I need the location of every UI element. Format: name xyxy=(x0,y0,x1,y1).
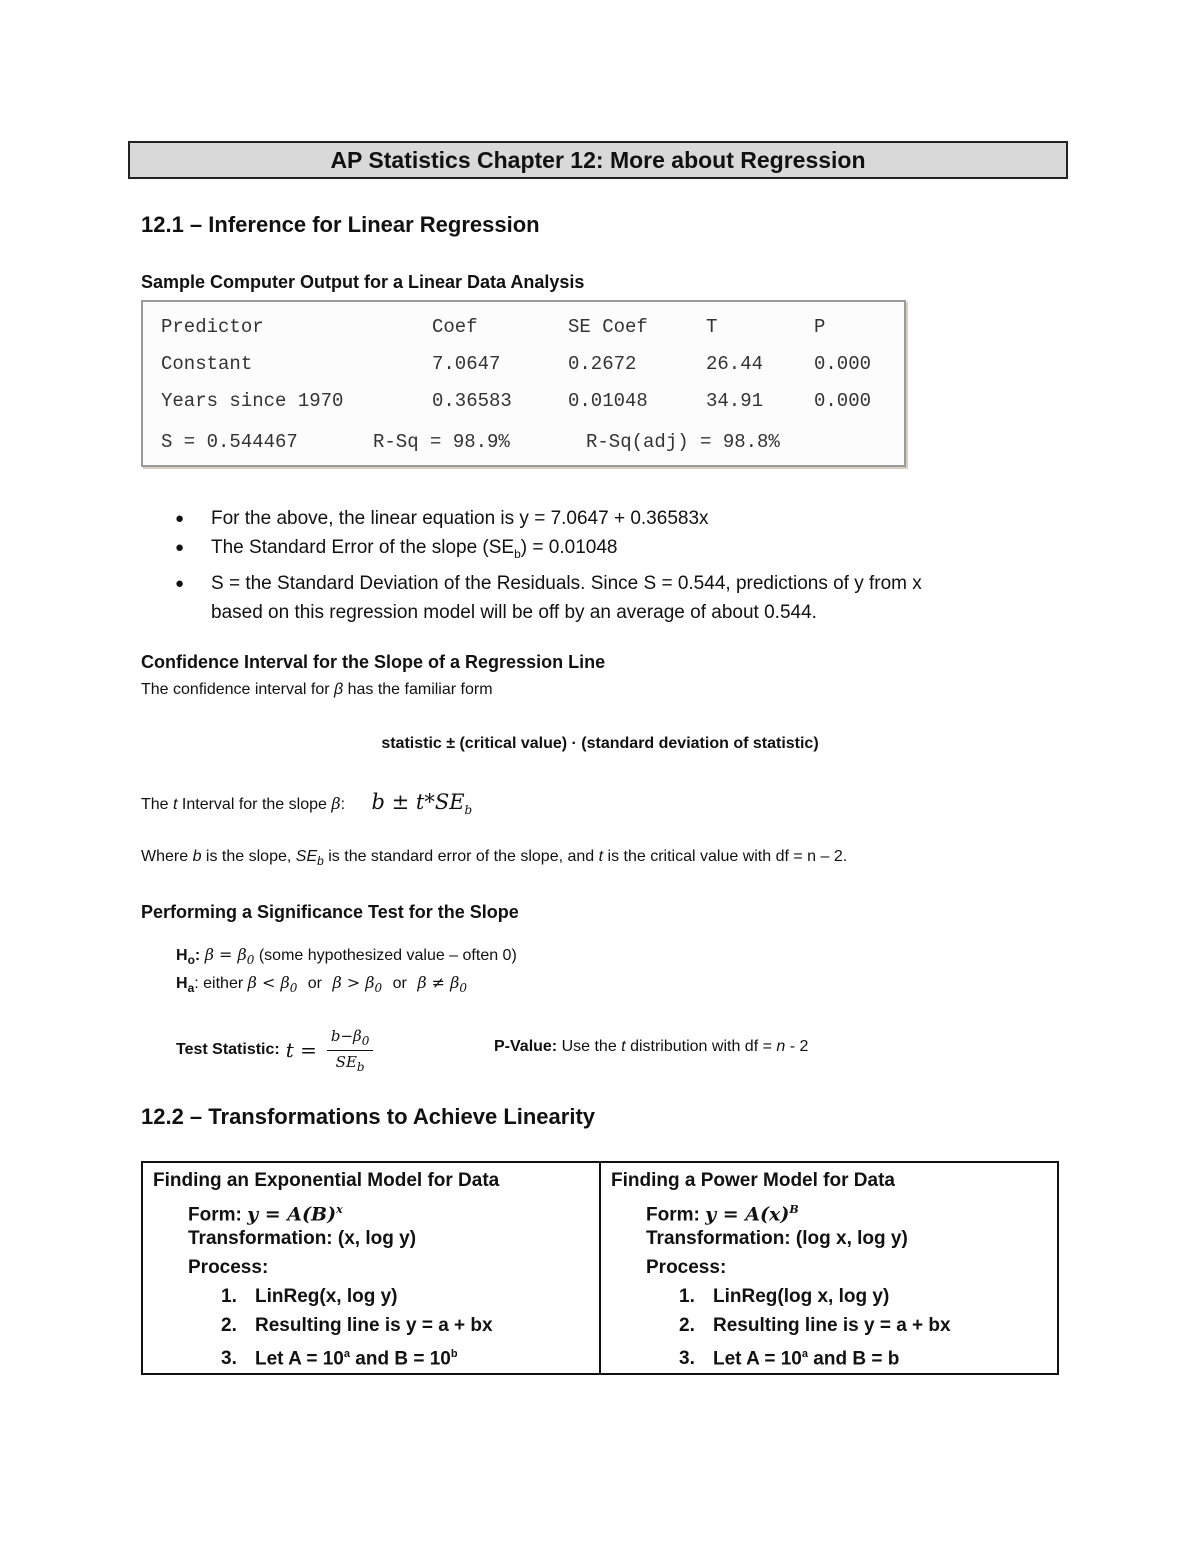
page-title: AP Statistics Chapter 12: More about Regression xyxy=(128,141,1068,179)
summary-rsq-adj: R-Sq(adj) = 98.8% xyxy=(586,431,780,453)
col-t: T xyxy=(706,316,718,338)
col-coef: Coef xyxy=(432,316,478,338)
transformations-table xyxy=(141,1161,1059,1375)
cell: 26.44 xyxy=(706,353,764,375)
bullet-linear-equation: ● For the above, the linear equation is y = 7.0647 + 0.36583x xyxy=(175,504,1075,533)
summary-s: S = 0.544467 xyxy=(161,431,298,453)
summary-rsq: R-Sq = 98.9% xyxy=(373,431,510,453)
output-row-years xyxy=(143,390,904,420)
col-predictor: Predictor xyxy=(161,316,264,338)
cell: 0.01048 xyxy=(568,390,648,412)
test-heading: Performing a Significance Test for the Slope xyxy=(141,902,519,922)
where-line: Where b is the slope, $SE_b$ is the standard error of the slope, and t is the critical value with df = n – 2. xyxy=(141,848,848,869)
output-bullet-list xyxy=(175,504,1075,627)
exponential-model-cell: Finding an Exponential Model for Data Form: $y = A(B)^x$ Transformation: (x, log y) Process: 1. LinReg(x, log y) 2. Resulting line is y = a + bx 3. Let $A = 10^a$ and $B = 10^b$ xyxy=(142,1162,600,1374)
ci-general-formula: statistic ± (critical value) · (standard deviation of statistic) xyxy=(381,735,819,752)
output-summary-row xyxy=(143,431,904,461)
output-row-constant xyxy=(143,353,904,383)
cell: 7.0647 xyxy=(432,353,501,375)
bullet-residuals: ● S = the Standard Deviation of the Residuals. Since S = 0.544, predictions of y from x based on this regression model will be off by an average of about 0.544. xyxy=(175,569,1075,627)
ci-intro: The confidence interval for β has the familiar form xyxy=(141,681,493,698)
ci-heading: Confidence Interval for the Slope of a Regression Line xyxy=(141,652,606,672)
test-statistic-fraction: $\frac{b-\beta_0}{SE_b}$ xyxy=(327,1027,373,1074)
cell: 0.2672 xyxy=(568,353,637,375)
section-heading-12-1: 12.1 – Inference for Linear Regression xyxy=(141,212,540,237)
power-model-cell: Finding a Power Model for Data Form: $y = A(x)^B$ Transformation: (log x, log y) Process: 1. LinReg(log x, log y) 2. Resulting line is y = a + bx 3. Let $A = 10^a$ and B = b xyxy=(600,1162,1058,1374)
section-heading-12-2: 12.2 – Transformations to Achieve Linearity xyxy=(141,1104,596,1129)
null-hypothesis: $H_o$: $\beta = \beta_0$ (some hypothesized value – often 0) xyxy=(176,945,517,968)
cell: 34.91 xyxy=(706,390,764,412)
sample-output-heading: Sample Computer Output for a Linear Data Analysis xyxy=(141,272,585,292)
t-interval-formula: $b \pm t*SE_b$ xyxy=(371,790,473,818)
cell: 0.000 xyxy=(814,390,872,412)
test-statistic: Test Statistic: t = $\frac{b-\beta_0}{SE_b}$ xyxy=(176,1022,373,1078)
col-p: P xyxy=(814,316,826,338)
cell: 0.000 xyxy=(814,353,872,375)
p-value: P-Value: Use the t distribution with df = n - 2 xyxy=(494,1038,809,1055)
output-header-row xyxy=(143,316,904,346)
bullet-standard-error: ● The Standard Error of the slope $(SE_b) = 0.01048$ xyxy=(175,533,1075,569)
cell: Years since 1970 xyxy=(161,390,344,412)
cell: Constant xyxy=(161,353,253,375)
alternative-hypothesis: $H_a$: either $\beta < \beta_0$ or $\beta > \beta_0$ or $\beta \ne \beta_0$ xyxy=(176,973,468,996)
t-interval-line: The t Interval for the slope β: $b \pm t*SE_b$ xyxy=(141,790,473,818)
col-se-coef: SE Coef xyxy=(568,316,648,338)
cell: 0.36583 xyxy=(432,390,512,412)
regression-output-box xyxy=(141,300,906,467)
